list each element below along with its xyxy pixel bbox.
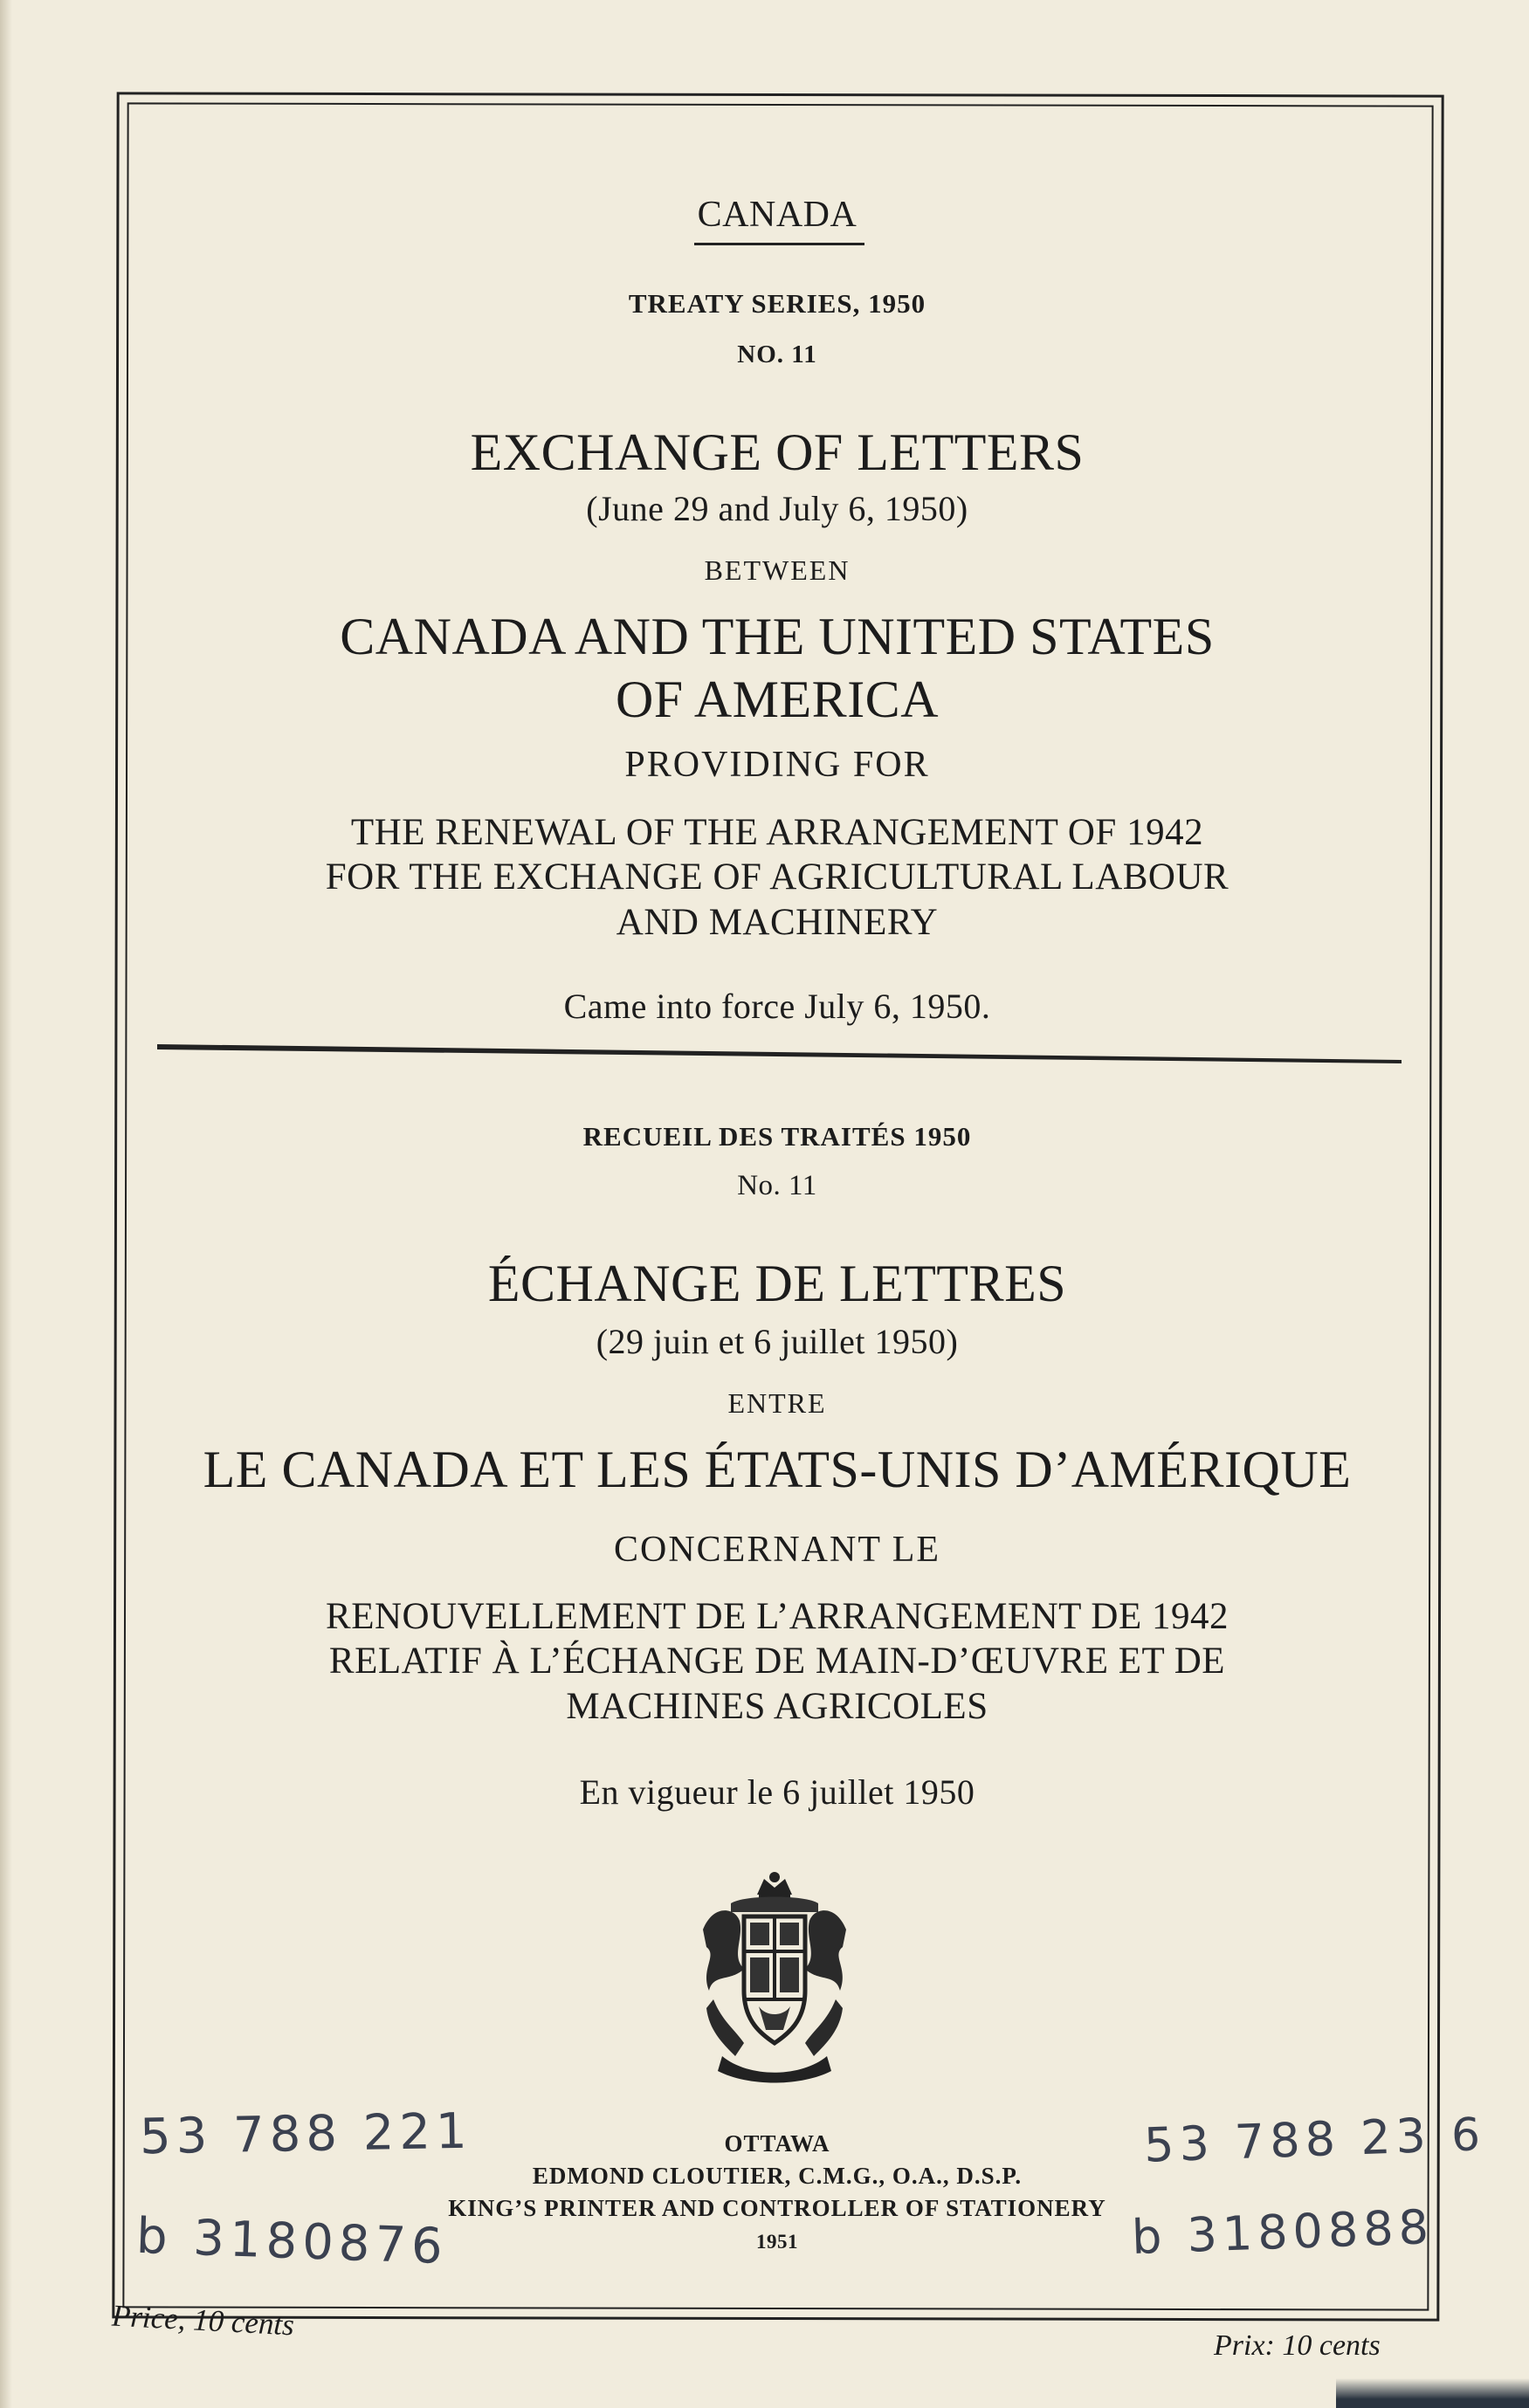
handwritten-left-top: 53 788 221 [139,2102,473,2166]
entre-label: ENTRE [727,1387,827,1419]
french-subject-line-1: RENOUVELLEMENT DE L’ARRANGEMENT DE 1942 [326,1596,1229,1637]
treaty-series: TREATY SERIES, 1950 [628,288,926,319]
french-dates: (29 juin et 6 juillet 1950) [596,1322,959,1361]
document-dates: (June 29 and July 6, 1950) [586,489,968,528]
handwritten-right-extra: 6 [1451,2109,1486,2162]
price-english: Price, 10 cents [111,2298,295,2343]
recueil-series: RECUEIL DES TRAITÉS 1950 [582,1121,972,1152]
price-french: Prix: 10 cents [1214,2329,1381,2362]
background-corner [1336,2378,1529,2408]
document-title: EXCHANGE OF LETTERS [470,423,1085,481]
imprint-printer: EDMOND CLOUTIER, C.M.G., O.A., D.S.P. [532,2163,1023,2189]
french-title: ÉCHANGE DE LETTRES [487,1255,1067,1312]
page-edge-shadow [0,0,12,2408]
imprint-office: KING’S PRINTER AND CONTROLLER OF STATIONERY [448,2195,1106,2221]
subject-line-3: AND MACHINERY [616,902,939,943]
french-subject-line-2: RELATIF À L’ÉCHANGE DE MAIN-D’ŒUVRE ET DE [328,1641,1226,1682]
subject-line-2: FOR THE EXCHANGE OF AGRICULTURAL LABOUR [325,857,1229,898]
handwritten-right-bottom: b 3180888 [1131,2198,1435,2266]
parties-line-2: OF AMERICA [615,671,940,728]
french-subject-line-3: MACHINES AGRICOLES [566,1686,988,1727]
between-label: BETWEEN [704,554,851,586]
handwritten-right-top: 53 788 23 [1143,2108,1432,2173]
coat-of-arms-icon [696,1868,853,2087]
treaty-number: NO. 11 [737,341,817,368]
concernant-label: CONCERNANT LE [613,1530,941,1570]
providing-label: PROVIDING FOR [624,745,930,785]
handwritten-left-bottom: b 3180876 [134,2207,449,2276]
french-parties: LE CANADA ET LES ÉTATS-UNIS D’AMÉRIQUE [203,1441,1352,1498]
imprint-city: OTTAWA [724,2130,830,2157]
section-divider [157,1037,1402,1063]
imprint-year: 1951 [756,2231,798,2253]
country-heading: CANADA [697,195,857,235]
recueil-number: No. 11 [737,1170,817,1201]
french-in-force: En vigueur le 6 juillet 1950 [579,1772,975,1812]
country-underline [694,243,864,245]
subject-line-1: THE RENEWAL OF THE ARRANGEMENT OF 1942 [350,812,1204,853]
parties-line-1: CANADA AND THE UNITED STATES [340,608,1215,665]
in-force-date: Came into force July 6, 1950. [563,987,991,1026]
